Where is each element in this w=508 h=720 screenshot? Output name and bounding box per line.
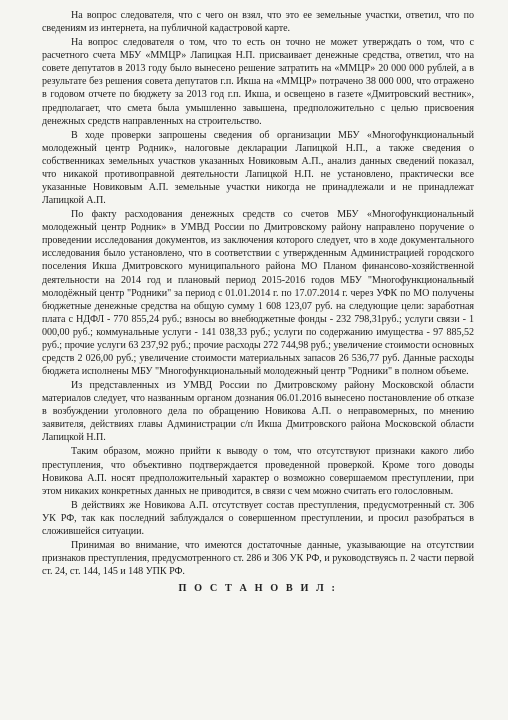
paragraph-inspection-findings: В ходе проверки запрошены сведения об организации МБУ «Многофункциональный молодежный центр Родник», налоговые декларации Лапицкой Н.П., а также сведения о собственниках земельных участков указанных Новиковым А.П., анализ данных сведений показал, что никакой противоправной деятельности Лапицкой Н.П. не установлено, практически все указанные Новиковым А.П. земельные участки никогда не принадлежали и не принадлежат Лапицкой А.П.: [42, 129, 474, 207]
paragraph-budget-expenses: По факту расходования денежных средств со счетов МБУ «Многофункциональный молодежный центр Родник» в УМВД России по Дмитровскому району направлено поручение о проведении исследования документов, из заключения которого следует, что в ходе документального исследования было установлено, что в соответствии с утвержденным Администрацией городского поселения Икша Дмитровского муниципального района МО Планом финансово-хозяйственной деятельности на 2014 год и плановый период 2015-2016 годов МБУ "Многофункциональный молодёжный центр "Родники" за период с 01.01.2014 г. по 17.07.2014 г. через УФК по МО получены бюджетные денежные средства на общую сумму 1 608 123,07 руб. на следующие цели: заработная плата с НДФЛ - 770 855,24 руб.; взносы во внебюджетные фонды - 232 798,31руб.; услуги связи - 1 000,00 руб.; коммунальные услуги - 141 038,33 руб.; услуги по содержанию имущества - 97 885,52 руб.; прочие услуги 63 237,92 руб.; прочие расходы 272 744,98 руб.; увеличение стоимости основных средств 2 026,00 руб.; увеличение стоимости материальных запасов 26 536,77 руб. Данные расходы бюджета исполнены МБУ "Многофункциональный молодежный центр "Родники" в полном объеме.: [42, 209, 474, 377]
decree-heading: П О С Т А Н О В И Л :: [178, 583, 338, 595]
paragraph-legal-basis: Принимая во внимание, что имеются достаточные данные, указывающие на отсутствии признаков преступления, предусмотренного ст. 286 и 306 УК РФ, и руководствуясь п. 2 части первой ст. 24, ст. 144, 145 и 148 УПК РФ.: [42, 540, 474, 578]
paragraph-mmcr-funds: На вопрос следователя о том, что то есть он точно не может утверждать о том, что с расчетного счета МБУ «ММЦР» Лапицкая Н.П. присваивает денежные средства, ответил, что на совете депутатов в 2013 году было вынесено решение затратить на «ММЦР» 20 000 000 рублей, а в результате без решения совета депутатов г.п. Икша на «ММЦР» потрачено 38 000 000, что отражено в годовом отчете по бюджету за 2013 год г.п. Икша, и освещено в газете «Дмитровский вестник», предполагает, что смета была умышленно завышена, предположительно с целью присвоения денежных средств направленных на строительство.: [42, 37, 474, 127]
paragraph-umvd-materials: Из представленных из УМВД России по Дмитровскому району Московской области материалов следует, что названным органом дознания 06.01.2016 вынесено постановление об отказе в возбуждении уголовного дела по обращению Новикова А.П. о неправомерных, по мнению заявителя, действиях главы Администрации с/п Икша Дмитровского района Московской области Лапицкой Н.П.: [42, 380, 474, 444]
document-body: [42, 9, 474, 595]
paragraph-kadastr-answer: На вопрос следователя, что с чего он взял, что это ее земельные участки, ответил, что по сведениям из интернета, на публичной кадастровой карте.: [42, 10, 474, 35]
paragraph-conclusion: Таким образом, можно прийти к выводу о том, что отсутствуют признаки какого либо преступления, что объективно подтверждается проведенной проверкой. Кроме того доводы Новикова А.П. носят предположительный характер о возможно совершаемом преступлении, при этом никаких конкретных данных не приводится, в связи с чем можно считать его голословным.: [42, 446, 474, 497]
paragraph-no-crime-composition: В действиях же Новикова А.П. отсутствует состав преступления, предусмотренный ст. 306 УК РФ, так как последний заблуждался о совершенном преступлении, и просил разобраться в сложившейся ситуации.: [42, 499, 474, 537]
